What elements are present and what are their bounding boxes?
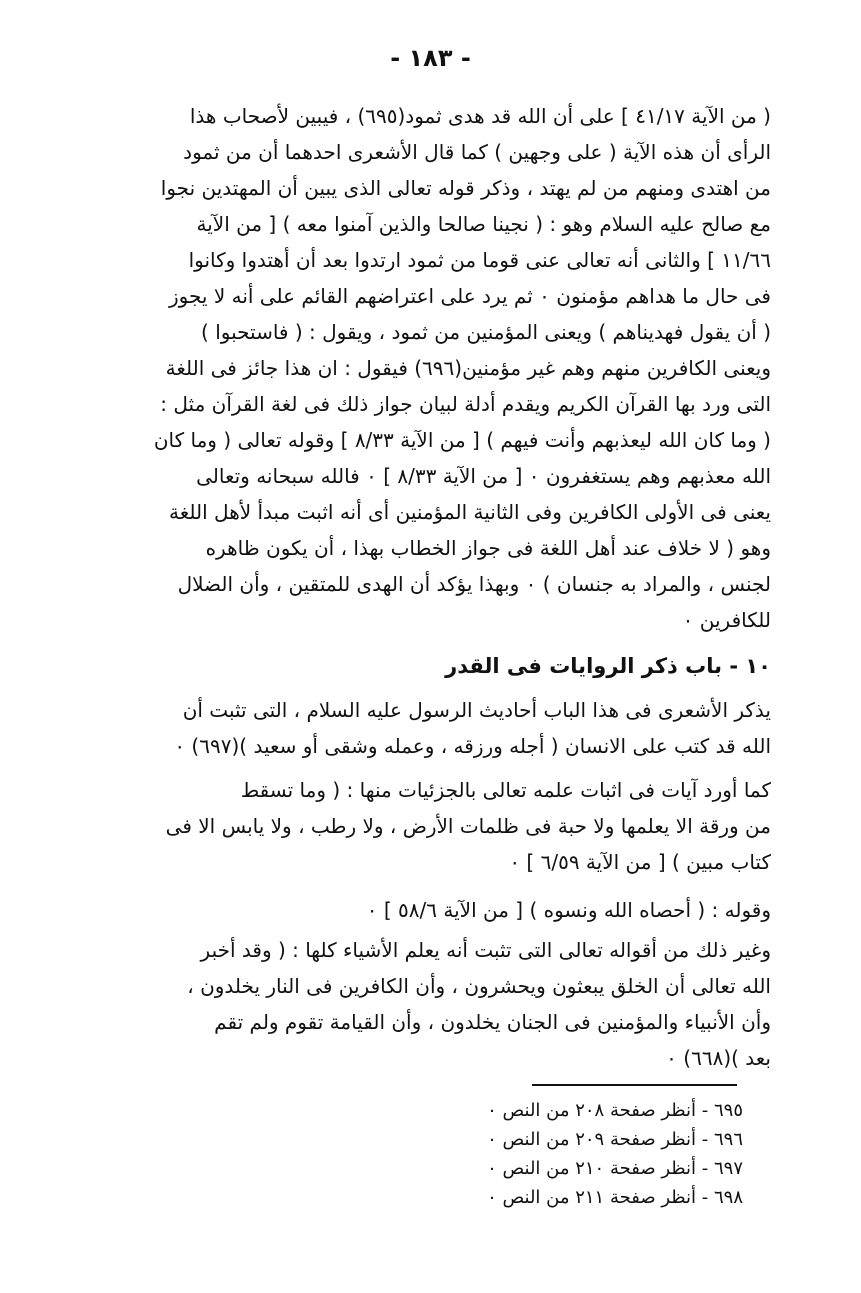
paragraph-1-line: ويعنى الكافرين منهم وهم غير مؤمنين(٦٩٦) فيقول : ان هذا جائز فى اللغة xyxy=(165,356,771,380)
footnote: ٦٩٨ - أنظر صفحة ٢١١ من النص ٠ xyxy=(487,1187,743,1208)
paragraph-1-line: لجنس ، والمراد به جنسان ) ٠ وبهذا يؤكد أن الهدى للمتقين ، وأن الضلال xyxy=(177,572,771,596)
paragraph-1 xyxy=(121,98,771,638)
paragraph-1-line: من اهتدى ومنهم من لم يهتد ، وذكر قوله تعالى الذى يبين أن المهتدين نجوا xyxy=(160,176,771,200)
paragraph-1-line: ( من الآية ٤١/١٧ ] على أن الله قد هدى ثمود(٦٩٥) ، فيبين لأصحاب هذا xyxy=(189,104,771,128)
paragraph-5-line: وأن الأنبياء والمؤمنين فى الجنان يخلدون ، وأن القيامة تقوم ولم تقم xyxy=(214,1010,771,1034)
paragraph-1-line: يعنى فى الأولى الكافرين وفى الثانية المؤمنين أى أنه اثبت مبدأ لأهل اللغة xyxy=(169,500,771,524)
paragraph-5 xyxy=(121,932,771,1076)
paragraph-3-line: كما أورد آيات فى اثبات علمه تعالى بالجزئيات منها : ( وما تسقط xyxy=(240,778,771,802)
paragraph-4 xyxy=(121,892,771,928)
paragraph-3-line: من ورقة الا يعلمها ولا حبة فى ظلمات الأرض ، ولا رطب ، ولا يابس الا فى xyxy=(165,814,771,838)
paragraph-5-line: بعد )(٦٦٨) ٠ xyxy=(666,1046,771,1070)
paragraph-1-line: للكافرين ٠ xyxy=(682,608,771,632)
paragraph-1-line: ( أن يقول فهديناهم ) ويعنى المؤمنين من ثمود ، ويقول : ( فاستحبوا ) xyxy=(201,320,771,344)
footnotes xyxy=(343,1096,743,1212)
paragraph-4-line: وقوله : ( أحصاه الله ونسوه ) [ من الآية ٥٨/٦ ] ٠ xyxy=(366,898,771,922)
paragraph-2-line: يذكر الأشعرى فى هذا الباب أحاديث الرسول عليه السلام ، التى تثبت أن xyxy=(182,698,771,722)
paragraph-3-line: كتاب مبين ) [ من الآية ٦/٥٩ ] ٠ xyxy=(509,850,771,874)
paragraph-1-line: وهو ( لا خلاف عند أهل اللغة فى جواز الخطاب بهذا ، أن يكون ظاهره xyxy=(205,536,771,560)
footnote: ٦٩٦ - أنظر صفحة ٢٠٩ من النص ٠ xyxy=(487,1129,743,1150)
paragraph-5-line: الله تعالى أن الخلق يبعثون ويحشرون ، وأن الكافرين فى النار يخلدون ، xyxy=(187,974,771,998)
paragraph-5-line: وغير ذلك من أقواله تعالى التى تثبت أنه يعلم الأشياء كلها : ( وقد أخبر xyxy=(200,938,771,962)
footnote: ٦٩٥ - أنظر صفحة ٢٠٨ من النص ٠ xyxy=(487,1100,743,1121)
paragraph-3 xyxy=(121,772,771,880)
page-number: - ١٨٣ - xyxy=(390,44,471,72)
paragraph-1-line: الرأى أن هذه الآية ( على وجهين ) كما قال الأشعرى احدهما أن من ثمود xyxy=(183,140,771,164)
paragraph-1-line: الله معذبهم وهم يستغفرون ٠ [ من الآية ٨/٣٣ ] ٠ فالله سبحانه وتعالى xyxy=(196,464,771,488)
paragraph-2 xyxy=(121,692,771,764)
section-heading: ١٠ - باب ذكر الروايات فى القدر xyxy=(445,654,771,678)
footnote: ٦٩٧ - أنظر صفحة ٢١٠ من النص ٠ xyxy=(487,1158,743,1179)
footnote-divider xyxy=(532,1084,737,1086)
paragraph-2-line: الله قد كتب على الانسان ( أجله ورزقه ، وعمله وشقى أو سعيد )(٦٩٧) ٠ xyxy=(174,734,771,758)
paragraph-1-line: ( وما كان الله ليعذبهم وأنت فيهم ) [ من الآية ٨/٣٣ ] وقوله تعالى ( وما كان xyxy=(153,428,771,452)
paragraph-1-line: التى ورد بها القرآن الكريم ويقدم أدلة لبيان جواز ذلك فى لغة القرآن مثل : xyxy=(160,392,771,416)
paragraph-1-line: فى حال ما هداهم مؤمنون ٠ ثم يرد على اعتراضهم القائم على أنه لا يجوز xyxy=(169,284,771,308)
paragraph-1-line: مع صالح عليه السلام وهو : ( نجينا صالحا والذين آمنوا معه ) [ من الآية xyxy=(196,212,771,236)
paragraph-1-line: ١١/٦٦ ] والثانى أنه تعالى عنى قوما من ثمود ارتدوا بعد أن أهتدوا وكانوا xyxy=(188,248,771,272)
